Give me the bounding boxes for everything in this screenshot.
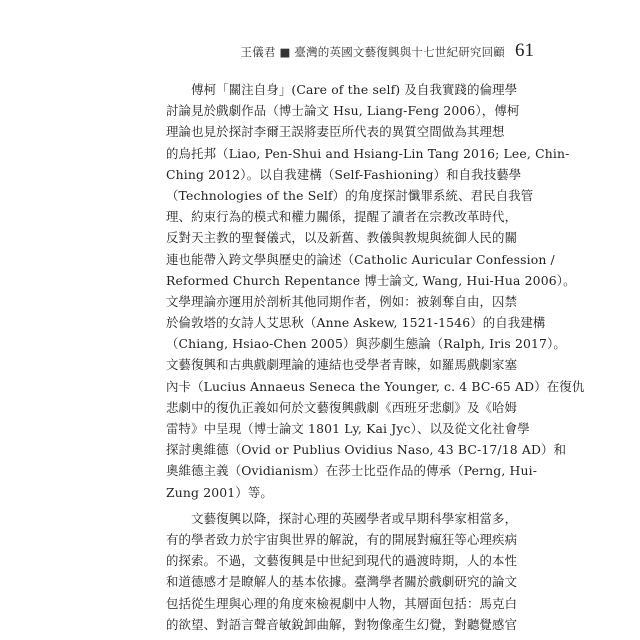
text-line: Ching 2012）。以自我建構（Self-Fashioning）和自我技藝學	[166, 166, 522, 182]
text-line: 悲劇中的復仇正義如何於文藝復興戲劇《西班牙悲劇》及《哈姆	[166, 399, 518, 415]
running-head-title: 王儀君 ■ 臺灣的英國文藝復興與十七世紀研究回顧	[240, 45, 505, 59]
text-line: Zung 2001）等。	[166, 484, 273, 500]
text-line: 有的學者致力於宇宙與世界的解說，有的開展對瘋狂等心理疾病	[166, 531, 518, 547]
text-line: 的欲望、對語言聲音敏銳卸曲解，對物像產生幻覺，對聽覺感官	[166, 616, 518, 632]
text-line: 理、約束行為的模式和權力關係，提醒了讀者在宗教改革時代，	[166, 209, 518, 225]
text-line: 於倫敦塔的女詩人艾思秋（Anne Askew, 1521-1546）的自我建構	[166, 315, 546, 331]
text-line: Reformed Church Repentance 博士論文, Wang, Hui-Hua 2006）。	[166, 272, 576, 288]
text-line: 的探索。不過，文藝復興是中世紀到現代的過渡時期，人的本性	[166, 553, 518, 569]
text-line: 奧維德主義（Ovidianism）在莎士比亞作品的傳承（Perng, Hui-	[166, 463, 538, 479]
text-line: 包括從生理與心理的角度來檢視劇中人物，其層面包括：馬克白	[166, 595, 518, 611]
text-line: 和道德感才是瞭解人的基本依據。臺灣學者關於戲劇研究的論文	[166, 574, 518, 590]
page-number: 61	[515, 40, 534, 61]
text-line: 探討奧維德（Ovid or Publius Ovidius Naso, 43 BC-17/18 AD）和	[166, 442, 567, 458]
text-line: （Chiang, Hsiao-Chen 2005）與莎劇生態論（Ralph, Iris 2017）。	[166, 336, 566, 352]
text-line: 內卡（Lucius Annaeus Seneca the Younger, c. 4 BC-65 AD）在復仇	[166, 378, 585, 394]
paragraph-2	[166, 508, 518, 635]
text-line: 文藝復興和古典戲劇理論的連結也受學者青睞，如羅馬戲劇家塞	[166, 357, 518, 373]
text-line: 反對天主教的聖餐儀式，以及新舊、教儀與教規與統御人民的關	[166, 230, 518, 246]
text-line: 文學理論亦運用於剖析其他同期作者，例如：被剝奪自由，囚禁	[166, 293, 518, 309]
text-line: 雷特》中呈現（博士論文 1801 Ly, Kai Jyc）、以及從文化社會學	[166, 421, 530, 436]
paragraph-1	[166, 79, 585, 503]
text-line: 傅柯「關注自身」(Care of the self) 及自我實踐的倫理學	[166, 82, 518, 97]
body-text	[166, 79, 585, 635]
text-line: 討論見於戲劇作品（博士論文 Hsu, Liang-Feng 2006），傅柯	[166, 103, 520, 119]
text-line: 連也能帶入跨文學與歷史的論述（Catholic Auricular Confession /	[166, 251, 555, 267]
running-head	[241, 40, 534, 62]
text-line: 文藝復興以降，探討心理的英國學者或早期科學家相當多，	[166, 510, 518, 526]
text-line: 理論也見於探討李爾王誤將妻臣所代表的異質空間做為其理想	[166, 124, 505, 140]
text-line: （Technologies of the Self）的角度探討懺罪系統、君民自我管	[166, 187, 534, 203]
text-line: 的烏托邦（Liao, Pen-Shui and Hsiang-Lin Tang 2016; Lee, Chin-	[166, 145, 570, 161]
